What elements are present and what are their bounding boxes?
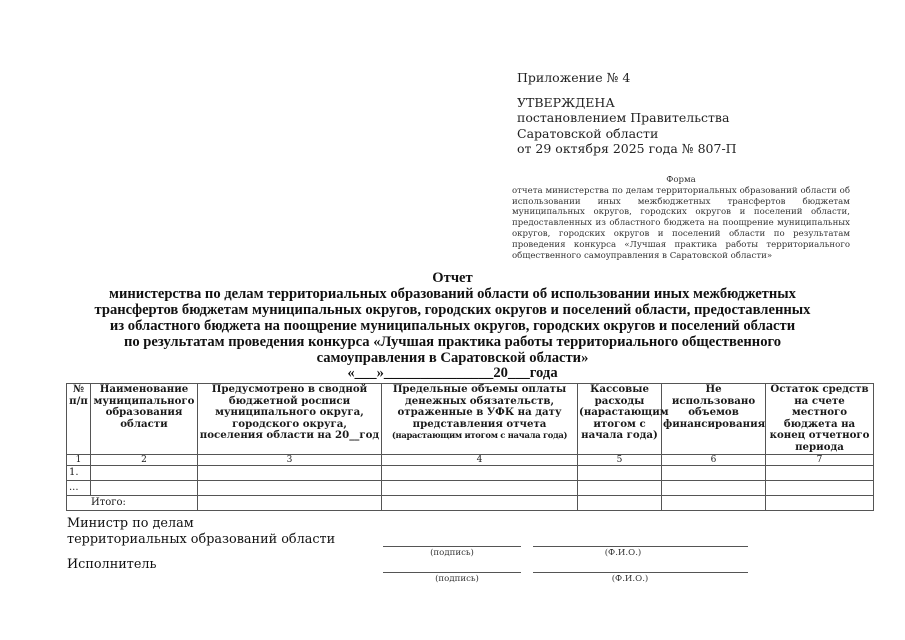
header-payment-limits-note: (нарастающим итогом с начала года) (391, 430, 568, 441)
executor-name-line[interactable] (533, 572, 748, 573)
table-cell[interactable] (578, 465, 662, 480)
column-number: 5 (578, 454, 662, 465)
header-payment-limits (382, 384, 578, 455)
report-title-line: самоуправления в Саратовской области» (316, 349, 589, 366)
table-cell[interactable] (662, 480, 766, 495)
table-cell[interactable] (91, 480, 198, 495)
header-municipality: Наименование муниципального образования области (91, 384, 198, 455)
header-number: № п/п (67, 384, 91, 455)
table-cell[interactable] (382, 480, 578, 495)
row-number: ... (67, 480, 91, 495)
table-cell[interactable] (198, 480, 382, 495)
total-row (67, 495, 874, 510)
header-unused-funding: Не использовано объемов финансирования (662, 384, 766, 455)
column-number: 1 (67, 454, 91, 465)
report-title (60, 271, 845, 382)
annex-number: Приложение № 4 (517, 70, 631, 85)
table-cell[interactable] (662, 465, 766, 480)
approval-block (517, 70, 847, 157)
report-title-line: из областного бюджета на поощрение муниципальных округов, городских округов и поселений области (109, 317, 796, 334)
report-title-line: по результатам проведения конкурса «Лучшая практика работы территориального общественного (123, 333, 782, 350)
total-cell[interactable] (382, 495, 578, 510)
column-number: 6 (662, 454, 766, 465)
report-title-line: министерства по делам территориальных образований области об использовании иных межбюджетных (109, 285, 796, 302)
minister-title-line: Министр по делам (67, 516, 194, 531)
minister-title-line: территориальных образований области (67, 532, 336, 547)
row-number: 1. (67, 465, 91, 480)
column-number: 7 (766, 454, 874, 465)
report-date-line: «___»_______________20___года (347, 365, 558, 382)
column-number-row (67, 454, 874, 465)
total-cell[interactable] (766, 495, 874, 510)
column-number: 4 (382, 454, 578, 465)
total-cell[interactable] (578, 495, 662, 510)
executor-signature-caption: (подпись) (435, 574, 479, 584)
table-cell[interactable] (198, 465, 382, 480)
report-heading: Отчет (432, 270, 473, 286)
approval-line: постановлением Правительства (517, 110, 730, 125)
minister-signature-caption: (подпись) (430, 548, 474, 558)
total-cell[interactable] (662, 495, 766, 510)
column-number: 2 (91, 454, 198, 465)
table-cell[interactable] (766, 465, 874, 480)
header-remaining-balance: Остаток средств на счете местного бюджета на конец отчетного периода (766, 384, 874, 455)
table-cell[interactable] (578, 480, 662, 495)
minister-name-caption: (Ф.И.О.) (604, 548, 642, 558)
approval-line: Саратовской области (517, 125, 659, 141)
header-payment-limits-text: Предельные объемы оплаты денежных обязательств, отраженные в УФК на дату представления отчета (392, 383, 567, 430)
minister-title (67, 516, 335, 548)
executor-title: Исполнитель (67, 557, 157, 572)
table-row (67, 480, 874, 495)
table-row (67, 465, 874, 480)
header-cash-expenses: Кассовые расходы (нарастающим итогом с начала года) (578, 384, 662, 455)
table-header-row (67, 384, 874, 455)
form-text: отчета министерства по делам территориальных образований области об использовании иных межбюджетных трансфертов бюджетам муниципальных округов, городских округов и поселений области, предоставленных из областного бюджета на поощрение муниципальных округов, городских округов и поселений области по результатам проведения конкурса «Лучшая практика работы территориального общественного самоуправления в Саратовской области» (512, 185, 850, 261)
approval-decree: от 29 октября 2025 года № 807-П (517, 141, 737, 156)
total-label: Итого: (67, 495, 198, 510)
report-title-line: трансфертов бюджетам муниципальных округов, городских округов и поселений области, предоставленных (94, 301, 811, 318)
header-budget-planned: Предусмотрено в сводной бюджетной росписи муниципального округа, городского округа, поселения области на 20__год (198, 384, 382, 455)
total-cell[interactable] (198, 495, 382, 510)
executor-signature-line[interactable] (383, 572, 521, 573)
minister-signature-line[interactable] (383, 546, 521, 547)
column-number: 3 (198, 454, 382, 465)
executor-name-caption: (Ф.И.О.) (611, 574, 649, 584)
table-cell[interactable] (766, 480, 874, 495)
form-description (512, 175, 850, 261)
form-label: Форма (666, 175, 696, 185)
table-cell[interactable] (91, 465, 198, 480)
approved-heading: УТВЕРЖДЕНА (517, 94, 615, 110)
table-cell[interactable] (382, 465, 578, 480)
minister-name-line[interactable] (533, 546, 748, 547)
report-table (66, 383, 874, 511)
